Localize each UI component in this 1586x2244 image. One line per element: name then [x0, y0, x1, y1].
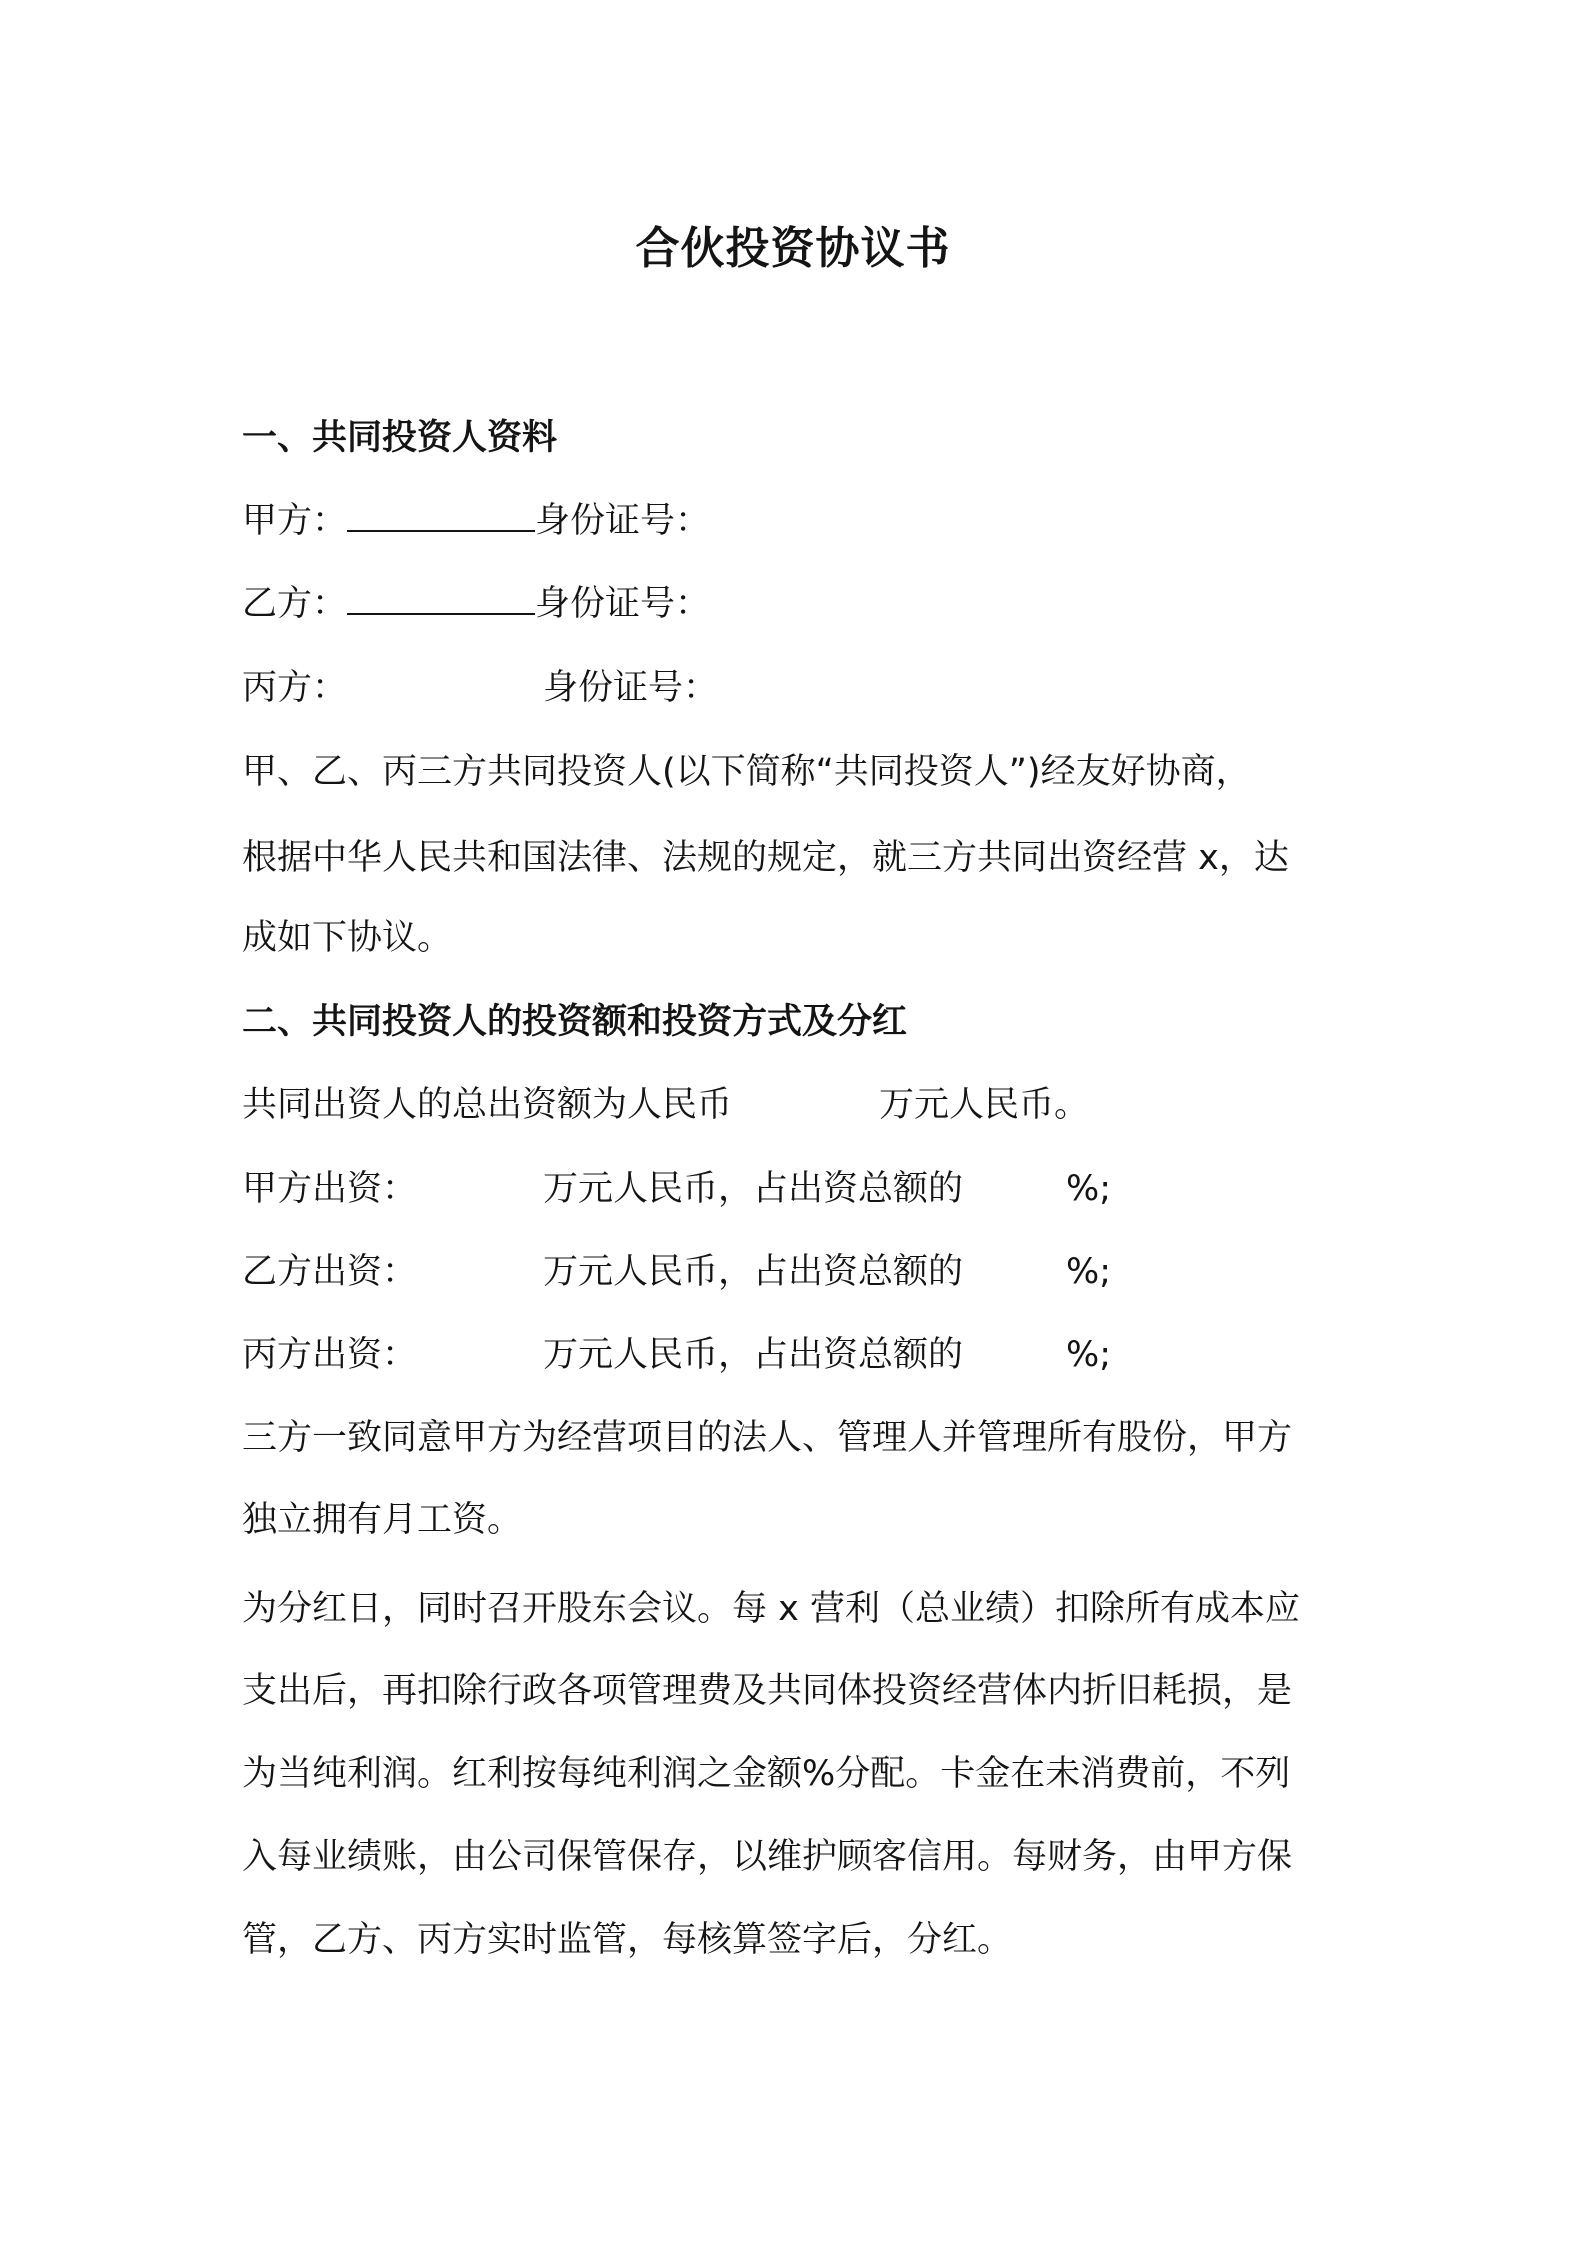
party-c-row — [242, 664, 942, 712]
contribution-a-suffix: %; — [1066, 1169, 1112, 1209]
contribution-b-label: 乙方出资： — [242, 1252, 418, 1292]
contribution-a-row — [242, 1165, 1142, 1213]
party-c-label: 丙方： — [242, 668, 348, 708]
party-a-name-blank — [347, 500, 535, 532]
contribution-c-row — [242, 1331, 1142, 1379]
intro-line-1: 甲、乙、丙三方共同投资人(以下简称“共同投资人”)经友好协商， — [242, 752, 1251, 792]
manager-line-1: 三方一致同意甲方为经营项目的法人、管理人并管理所有股份，甲方 — [242, 1418, 1293, 1458]
contribution-a-label: 甲方出资： — [242, 1169, 418, 1209]
intro-line-3: 成如下协议。 — [242, 918, 453, 958]
total-contribution-row — [242, 1081, 1142, 1129]
party-b-row — [242, 580, 710, 628]
contribution-a-middle: 万元人民币，占出资总额的 — [543, 1169, 964, 1209]
total-suffix: 万元人民币。 — [879, 1085, 1090, 1125]
contribution-c-middle: 万元人民币，占出资总额的 — [543, 1335, 964, 1375]
party-a-label: 甲方： — [242, 501, 348, 541]
contribution-b-row — [242, 1248, 1142, 1296]
dividend-line-4: 入每业绩账，由公司保管保存，以维护顾客信用。每财务，由甲方保 — [242, 1837, 1293, 1877]
party-a-row — [242, 497, 710, 545]
dividend-line-5: 管，乙方、丙方实时监管，每核算签字后，分红。 — [242, 1920, 1013, 1960]
total-prefix: 共同出资人的总出资额为人民币 — [242, 1085, 733, 1125]
contribution-b-suffix: %; — [1066, 1252, 1112, 1292]
party-a-id-label: 身份证号： — [535, 501, 711, 541]
manager-line-2: 独立拥有月工资。 — [242, 1500, 523, 1540]
section1-heading: 一、共同投资人资料 — [242, 418, 558, 458]
dividend-line-3: 为当纯利润。红利按每纯利润之金额%分配。卡金在未消费前，不列 — [242, 1754, 1291, 1794]
party-b-label: 乙方： — [242, 584, 348, 624]
party-c-id-label: 身份证号： — [543, 668, 719, 708]
section2-heading: 二、共同投资人的投资额和投资方式及分红 — [242, 1002, 908, 1042]
contribution-c-label: 丙方出资： — [242, 1335, 418, 1375]
dividend-line-2: 支出后，再扣除行政各项管理费及共同体投资经营体内折旧耗损，是 — [242, 1671, 1293, 1711]
party-b-name-blank — [347, 583, 535, 615]
contribution-c-suffix: %; — [1066, 1335, 1112, 1375]
party-b-id-label: 身份证号： — [535, 584, 711, 624]
intro-line-2: 根据中华人民共和国法律、法规的规定，就三方共同出资经营 x，达 — [242, 838, 1289, 878]
dividend-line-1: 为分红日，同时召开股东会议。每 x 营利（总业绩）扣除所有成本应 — [242, 1589, 1300, 1629]
contribution-b-middle: 万元人民币，占出资总额的 — [543, 1252, 964, 1292]
document-title: 合伙投资协议书 — [635, 223, 951, 274]
